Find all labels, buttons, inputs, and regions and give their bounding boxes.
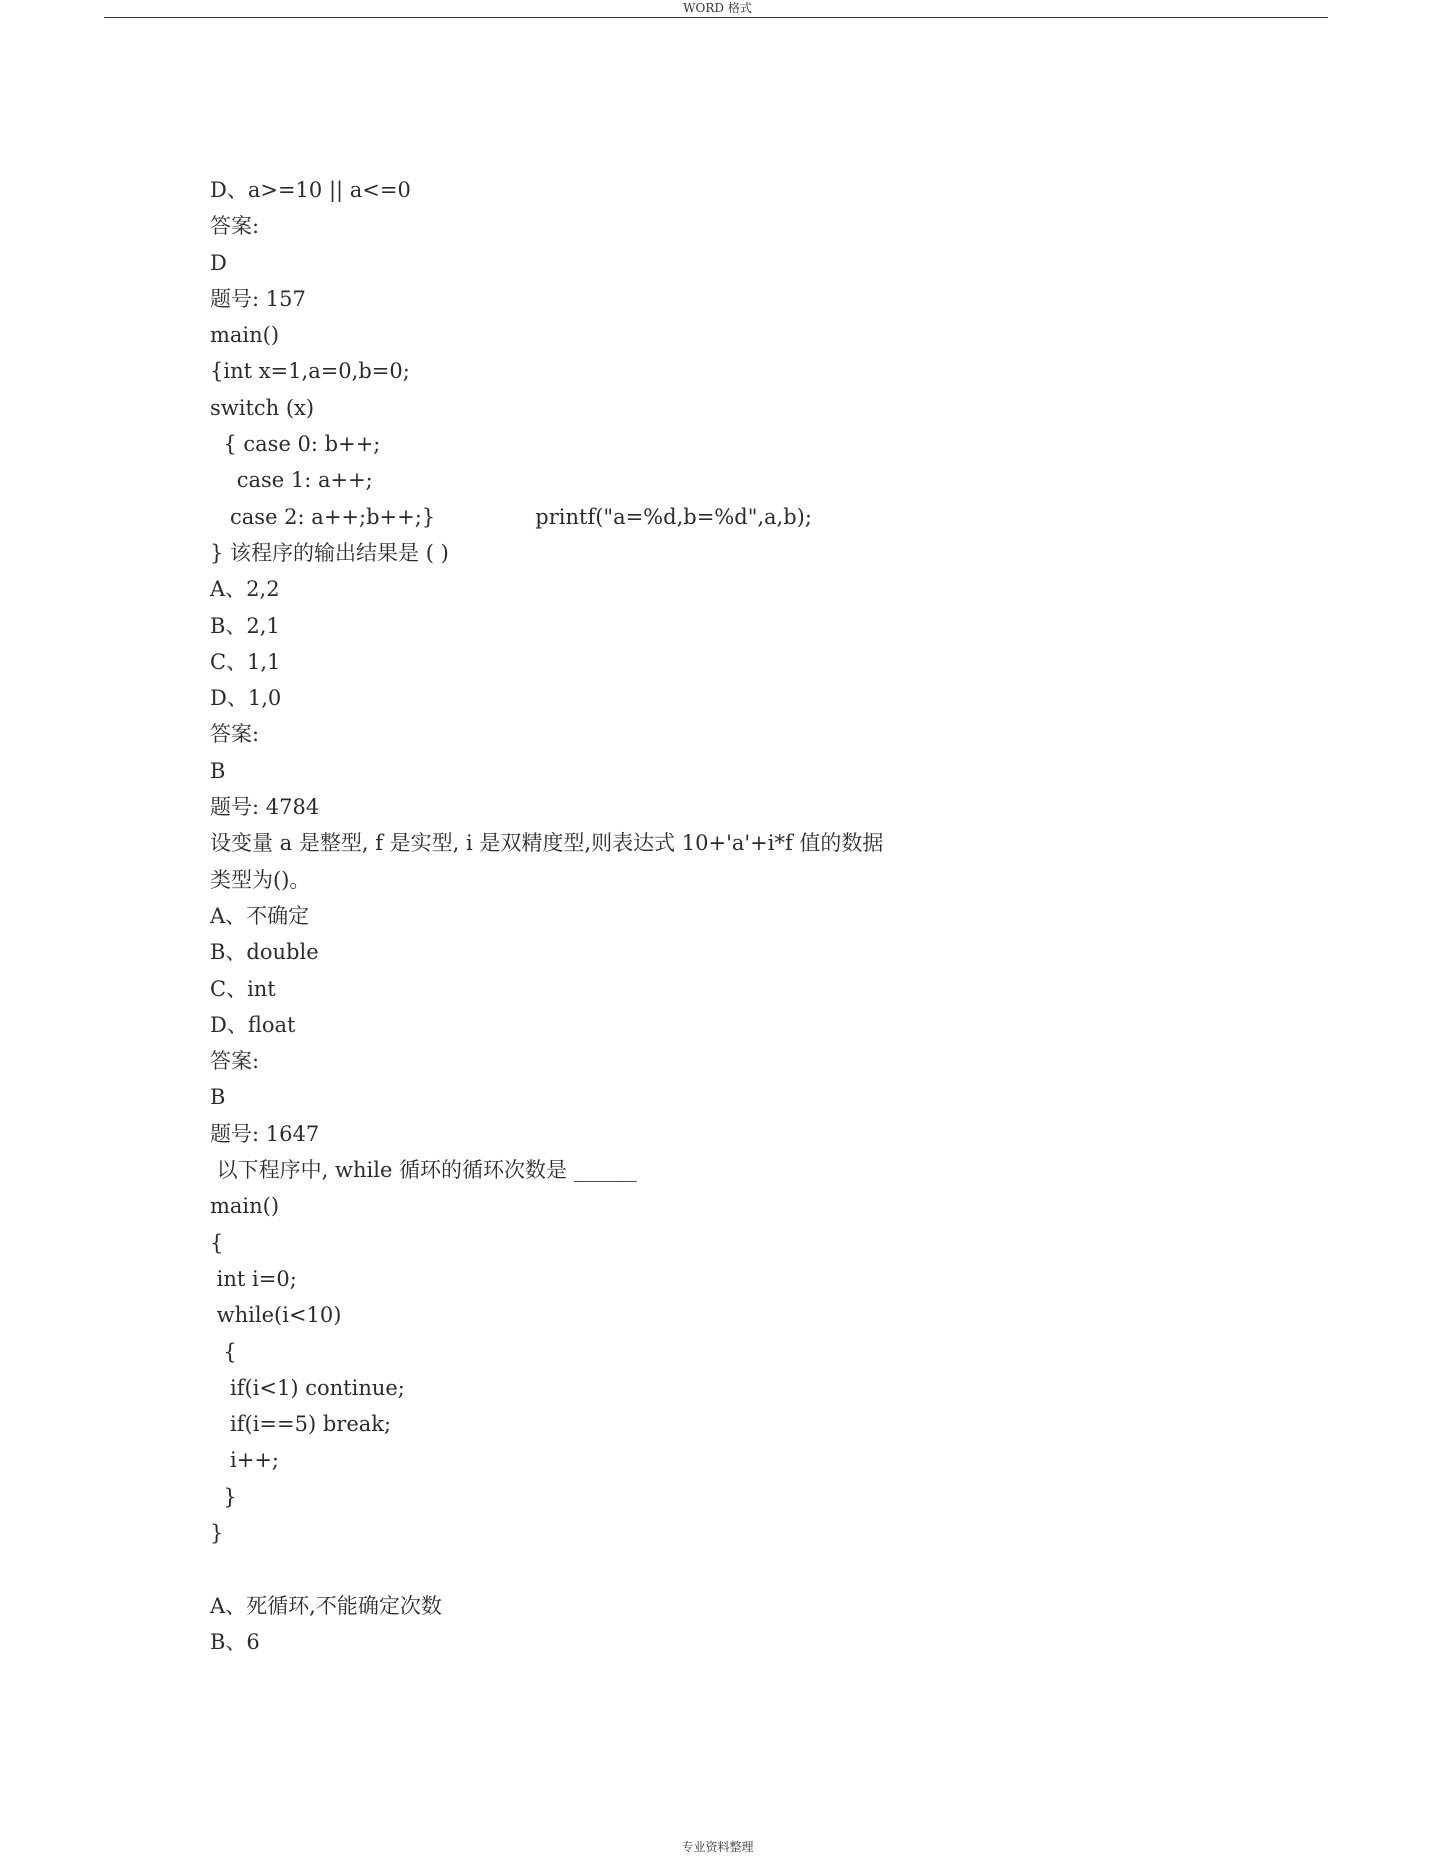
code-line: { [210, 1230, 224, 1255]
option-d: D、1,0 [210, 686, 282, 711]
question-text: } 该程序的输出结果是 ( ) [210, 540, 449, 565]
option-c: C、1,1 [210, 649, 281, 674]
option-c: C、int [210, 976, 276, 1001]
option-a: A、不确定 [210, 903, 310, 928]
code-line: case 2: a++;b++;} printf("a=%d,b=%d",a,b); [210, 504, 812, 529]
code-line: {int x=1,a=0,b=0; [210, 359, 410, 384]
question-text: 以下程序中, while 循环的循环次数是 ______ [210, 1158, 637, 1183]
code-line: case 1: a++; [210, 468, 373, 493]
code-line: } [210, 1484, 237, 1509]
code-line: if(i==5) break; [210, 1412, 392, 1437]
code-line: main() [210, 323, 280, 348]
question-number: 题号: 4784 [210, 795, 320, 820]
option-b: B、2,1 [210, 613, 280, 638]
answer-value: D [210, 250, 227, 275]
code-line: switch (x) [210, 395, 315, 420]
page-header [0, 0, 1435, 18]
option-b: B、double [210, 940, 319, 965]
answer-value: B [210, 758, 226, 783]
code-line: i++; [210, 1448, 280, 1473]
answer-value: B [210, 1085, 226, 1110]
question-text-continued: 类型为()。 [210, 867, 311, 892]
answer-label: 答案: [210, 1049, 260, 1074]
code-line: while(i<10) [210, 1303, 342, 1328]
code-line: if(i<1) continue; [210, 1375, 405, 1400]
blank-line [210, 1551, 1210, 1587]
option-a: A、死循环,不能确定次数 [210, 1593, 442, 1618]
code-line: main() [210, 1194, 280, 1219]
header-divider [104, 17, 1328, 18]
question-text: 设变量 a 是整型, f 是实型, i 是双精度型,则表达式 10+'a'+i*f 值的数据 [210, 831, 884, 856]
header-title: WORD 格式 [683, 1, 752, 15]
page-footer: 专业资料整理 [681, 1840, 754, 1854]
code-line: { case 0: b++; [210, 432, 381, 457]
document-body [210, 172, 1210, 1660]
option-d-line: D、a>=10 || a<=0 [210, 178, 411, 202]
answer-label: 答案: [210, 722, 260, 747]
option-d: D、float [210, 1012, 296, 1037]
question-number: 题号: 157 [210, 286, 306, 311]
option-a: A、2,2 [210, 577, 280, 602]
code-line: { [210, 1339, 237, 1364]
question-number: 题号: 1647 [210, 1121, 320, 1146]
option-b: B、6 [210, 1629, 260, 1654]
answer-label: 答案: [210, 214, 260, 239]
code-line: int i=0; [210, 1266, 297, 1291]
code-line: } [210, 1520, 224, 1545]
